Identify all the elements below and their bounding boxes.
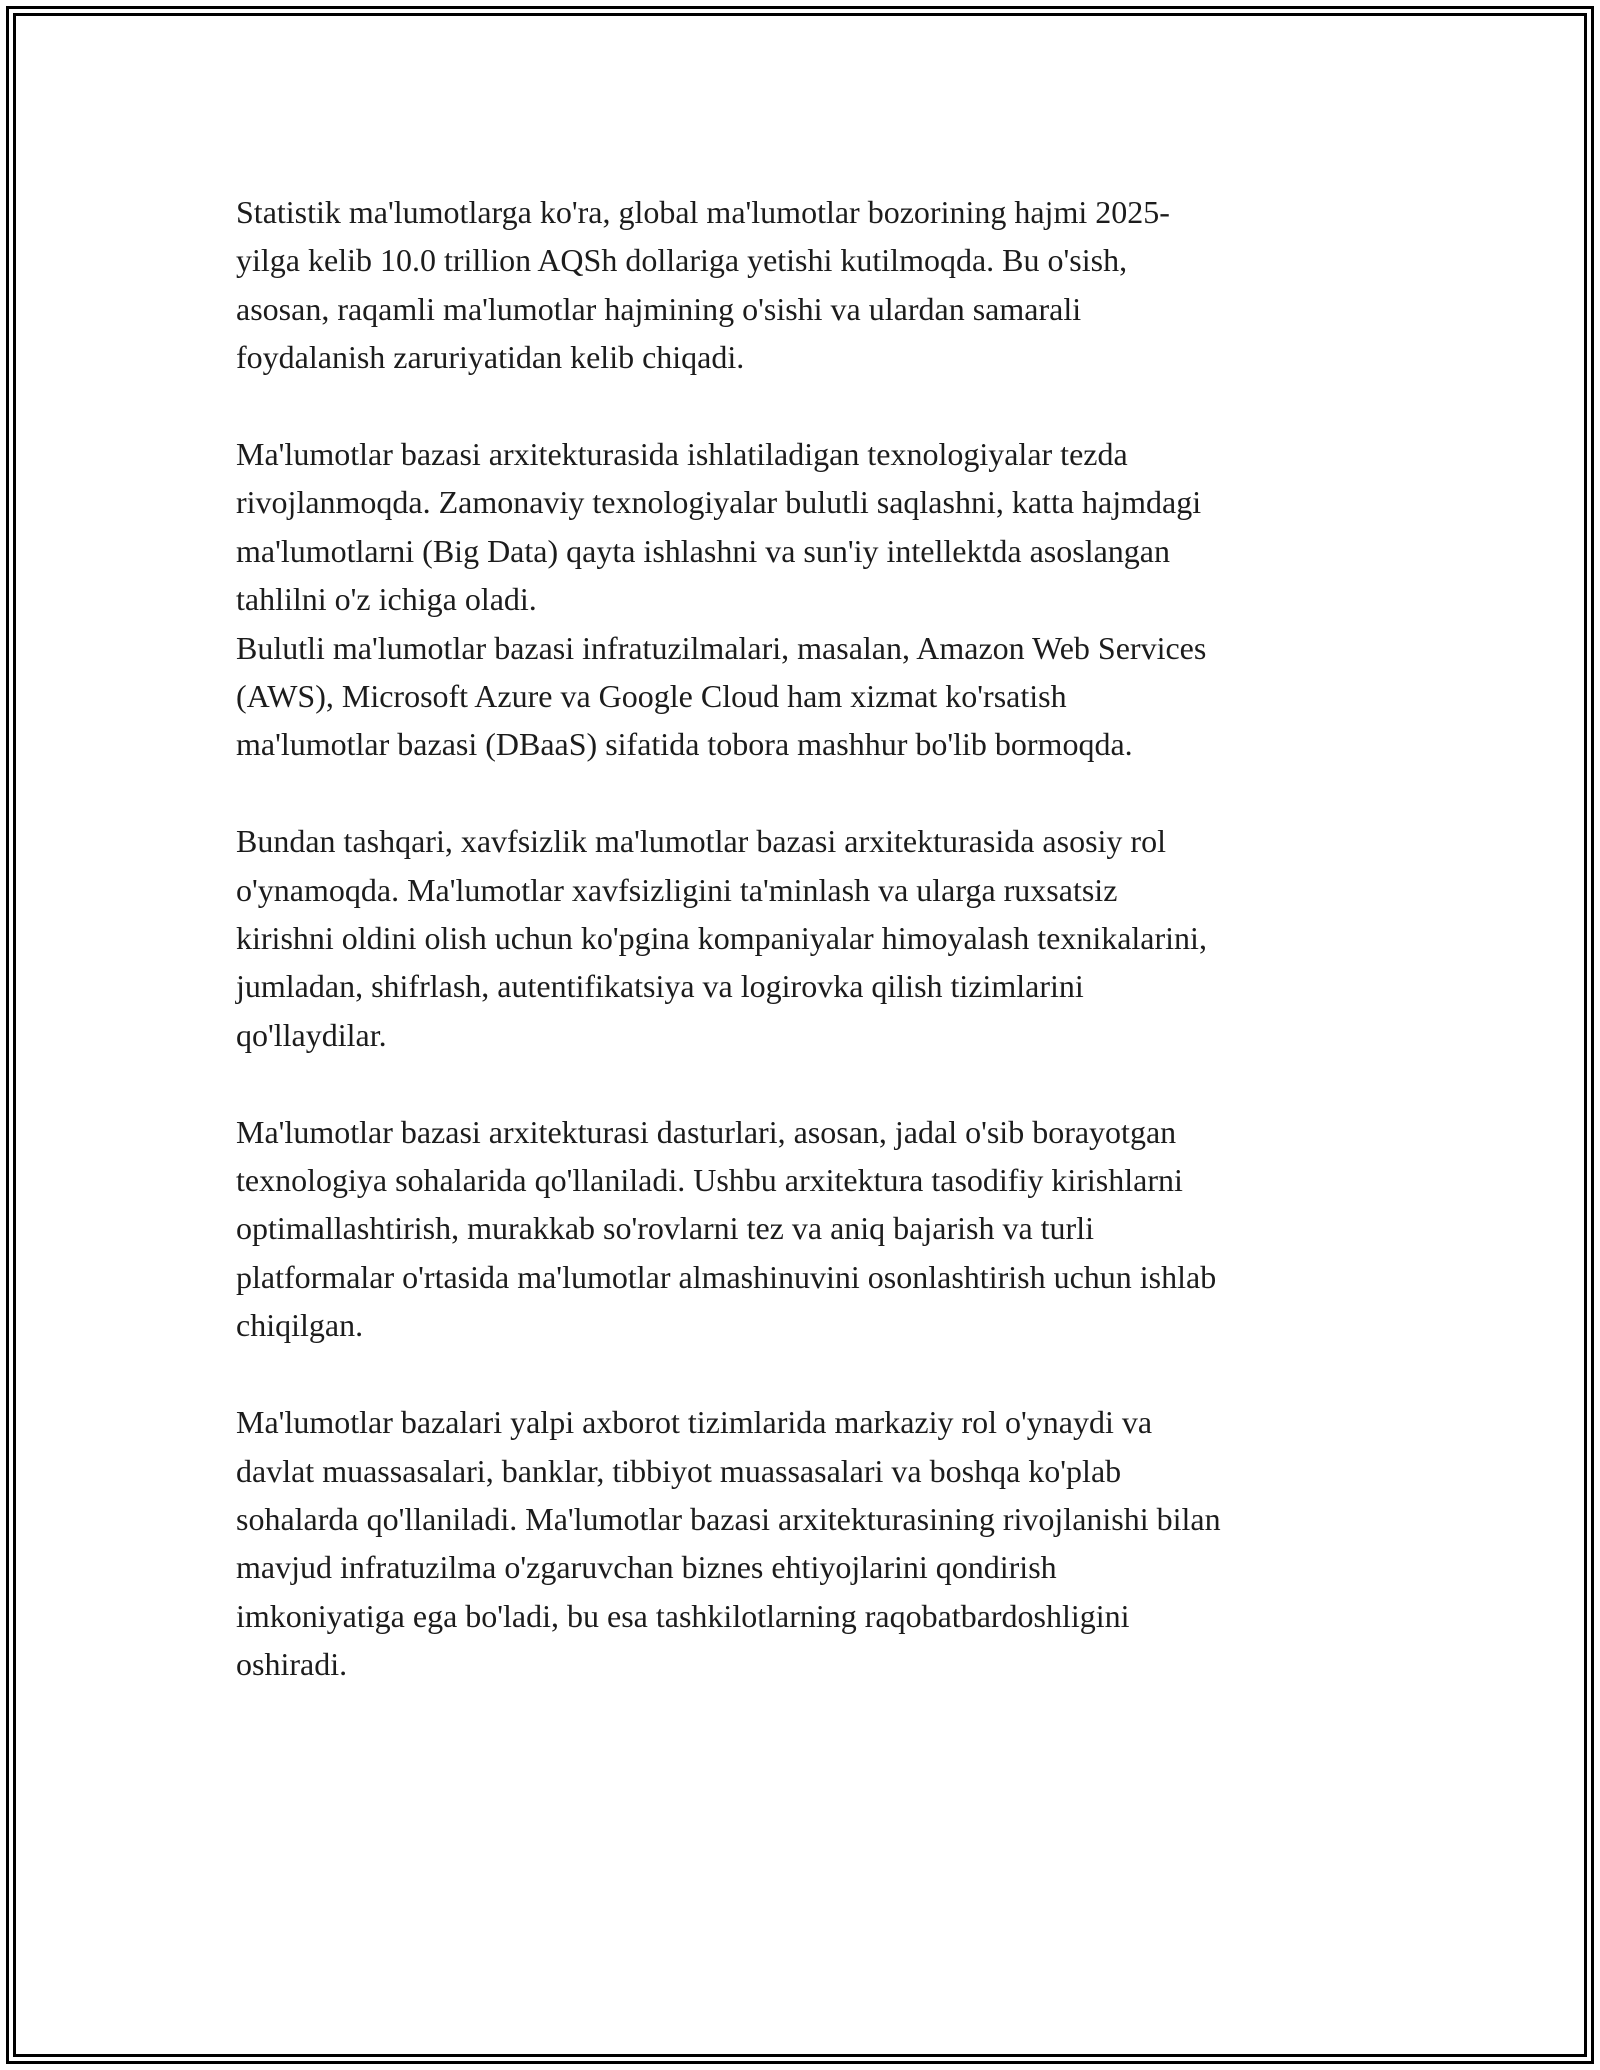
paragraph-technologies (236, 430, 1376, 624)
paragraph-applications (236, 1108, 1376, 1350)
paragraph-market-size (236, 188, 1376, 382)
text-line: qo'llaydilar. (236, 1016, 387, 1053)
text-line: yilga kelib 10.0 trillion AQSh dollariga yetishi kutilmoqda. Bu o'sish, (236, 242, 1128, 279)
text-line: (AWS), Microsoft Azure va Google Cloud ham xizmat ko'rsatish (236, 678, 1067, 715)
text-line: Ma'lumotlar bazasi arxitekturasi dasturlari, asosan, jadal o'sib borayotgan (236, 1113, 1177, 1150)
text-line: platformalar o'rtasida ma'lumotlar almashinuvini osonlashtirish uchun ishlab (236, 1258, 1217, 1295)
document-body (236, 188, 1376, 1689)
text-line: foydalanish zaruriyatidan kelib chiqadi. (236, 339, 745, 376)
text-line: optimallashtirish, murakkab so'rovlarni tez va aniq bajarish va turli (236, 1210, 1094, 1247)
text-line: rivojlanmoqda. Zamonaviy texnologiyalar bulutli saqlashni, katta hajmdagi (236, 484, 1202, 521)
text-line: ma'lumotlar bazasi (DBaaS) sifatida tobora mashhur bo'lib bormoqda. (236, 726, 1133, 763)
text-line: chiqilgan. (236, 1307, 364, 1344)
text-line: davlat muassasalari, banklar, tibbiyot muassasalari va boshqa ko'plab (236, 1452, 1122, 1489)
text-line: Statistik ma'lumotlarga ko'ra, global ma'lumotlar bozorining hajmi 2025- (236, 194, 1170, 230)
text-line: Bulutli ma'lumotlar bazasi infratuzilmalari, masalan, Amazon Web Services (236, 629, 1207, 666)
text-line: jumladan, shifrlash, autentifikatsiya va logirovka qilish tizimlarini (236, 968, 1084, 1005)
text-line: tahlilni o'z ichiga oladi. (236, 581, 537, 618)
text-line: texnologiya sohalarida qo'llaniladi. Ushbu arxitektura tasodifiy kirishlarni (236, 1162, 1183, 1199)
text-line: oshiradi. (236, 1646, 348, 1683)
paragraph-information-systems (236, 1398, 1376, 1688)
text-line: Ma'lumotlar bazalari yalpi axborot tizimlarida markaziy rol o'ynaydi va (236, 1404, 1153, 1441)
text-line: Bundan tashqari, xavfsizlik ma'lumotlar bazasi arxitekturasida asosiy rol (236, 823, 1166, 860)
text-line: Ma'lumotlar bazasi arxitekturasida ishlatiladigan texnologiyalar tezda (236, 436, 1128, 473)
paragraph-cloud (236, 624, 1376, 769)
text-line: mavjud infratuzilma o'zgaruvchan biznes ehtiyojlarini qondirish (236, 1549, 1057, 1586)
text-line: sohalarda qo'llaniladi. Ma'lumotlar bazasi arxitekturasining rivojlanishi bilan (236, 1500, 1221, 1537)
text-line: o'ynamoqda. Ma'lumotlar xavfsizligini ta'minlash va ularga ruxsatsiz (236, 871, 1118, 908)
text-line: asosan, raqamli ma'lumotlar hajmining o'sishi va ulardan samarali (236, 290, 1082, 327)
text-line: imkoniyatiga ega bo'ladi, bu esa tashkilotlarning raqobatbardoshligini (236, 1597, 1130, 1634)
paragraph-security (236, 817, 1376, 1059)
text-line: kirishni oldini olish uchun ko'pgina kompaniyalar himoyalash texnikalarini, (236, 920, 1207, 957)
text-line: ma'lumotlarni (Big Data) qayta ishlashni va sun'iy intellektda asoslangan (236, 532, 1170, 569)
